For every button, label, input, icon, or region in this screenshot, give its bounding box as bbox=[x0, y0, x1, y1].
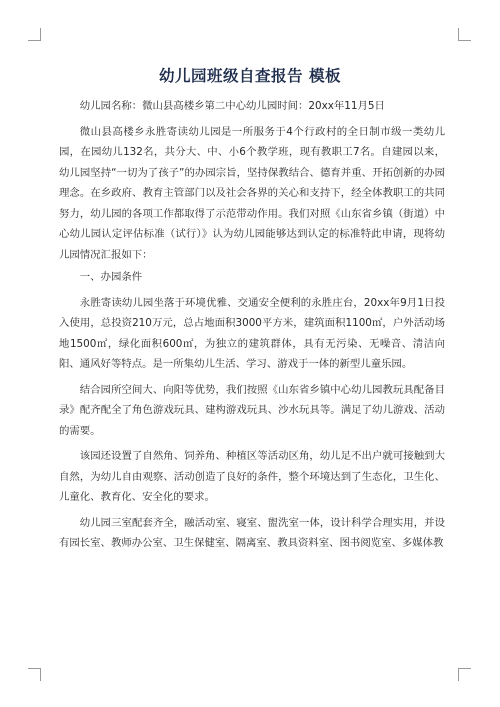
document-title: 幼儿园班级自查报告 模板 bbox=[159, 67, 341, 85]
conditions-paragraph: 永胜寄读幼儿园坐落于环境优雅、交通安全便利的永胜庄台，20xx年9月1日投入使用，总投资210万元，总占地面积3000平方米，建筑面积1100㎡，户外活动场地1500㎡，绿化面积600㎡，为独立的建筑群体，具有无污染、无噪音、清洁向阳、通风好等特点。是一所集幼儿生活、学习、游戏于一体的新型儿童乐园。 bbox=[59, 296, 445, 370]
facilities-paragraph: 幼儿园三室配套齐全，融活动室、寝室、盥洗室一体，设计科学合理实用，并设有园长室、教师办公室、卫生保健室、隔离室、教具资料室、图书阅览室、多媒体教 bbox=[59, 516, 445, 549]
section-heading: 一、办园条件 bbox=[79, 271, 143, 283]
crop-mark-bottom-right bbox=[458, 668, 471, 681]
crop-mark-bottom-left bbox=[28, 668, 41, 681]
intro-paragraph: 微山县高楼乡永胜寄读幼儿园是一所服务于4个行政村的全日制市级一类幼儿园，在园幼儿132名，共分大、中、小6个教学班，现有教职工7名。自建园以来，幼儿园坚持“一切为了孩子”的办园宗旨，坚持保教结合、德育并重、开拓创新的办园理念。在乡政府、教育主管部门以及社会各界的关心和支持下，经全体教职工的共同努力，幼儿园的各项工作都取得了示范带动作用。我们对照《山东省乡镇（街道）中心幼儿园认定评估标准（试行）》认为幼儿园能够达到认定的标准特此申请，现将幼儿园情况汇报如下： bbox=[59, 125, 445, 261]
crop-mark-top-left bbox=[28, 28, 41, 41]
crop-mark-top-right bbox=[458, 28, 471, 41]
document-body bbox=[59, 96, 445, 554]
activity-corners-paragraph: 该园还设置了自然角、饲养角、种植区等活动区角，幼儿足不出户就可接触到大自然，为幼儿自由观察、活动创造了良好的条件，整个环境达到了生态化，卫生化、儿童化、教育化、安全化的要求。 bbox=[59, 450, 445, 503]
toys-paragraph: 结合园所空间大、向阳等优势，我们按照《山东省乡镇中心幼儿园教玩具配备目录》配齐配全了角色游戏玩具、建构游戏玩具、沙水玩具等。满足了幼儿游戏、活动的需要。 bbox=[59, 383, 445, 437]
kindergarten-name-line: 幼儿园名称：微山县高楼乡第二中心幼儿园时间：20xx年11月5日 bbox=[79, 100, 385, 112]
